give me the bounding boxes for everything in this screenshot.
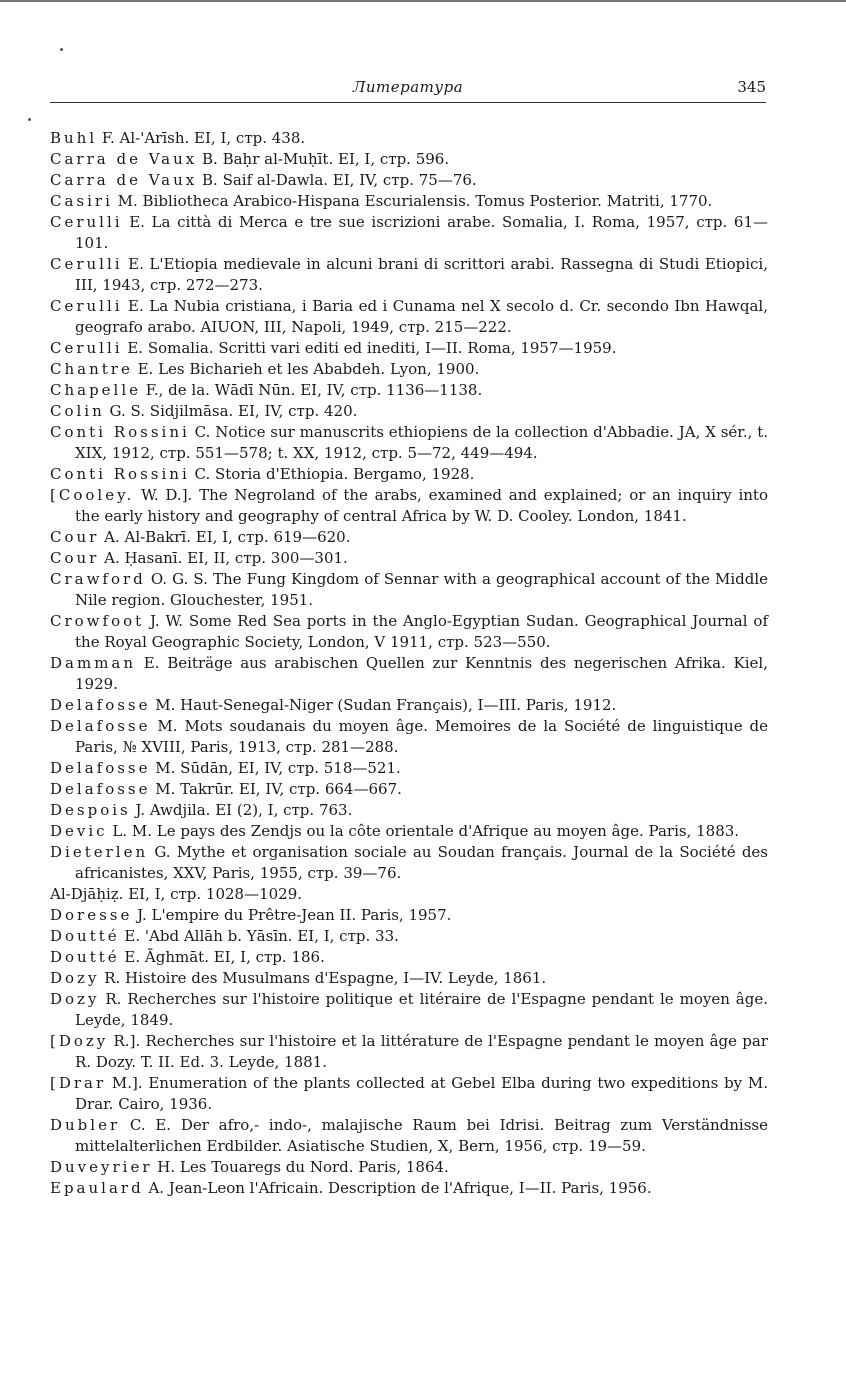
bibliography-entry — [50, 422, 768, 464]
scan-speck — [60, 48, 63, 51]
bibliography-entry — [50, 947, 768, 968]
entry-author: Dozy — [50, 990, 100, 1008]
entry-author: Dieterlen — [50, 843, 149, 861]
bibliography-entry — [50, 359, 768, 380]
entry-citation: M.]. Enumeration of the plants collected at Gebel Elba during two expeditions by M. Drar. Cairo, 1936. — [75, 1074, 768, 1113]
entry-author: [Drar — [50, 1074, 107, 1092]
entry-citation: F. Al-'Arīsh. EI, I, стр. 438. — [97, 129, 306, 147]
entry-author: Despois — [50, 801, 131, 819]
entry-citation: E. L'Etiopia medievale in alcuni brani di scrittori arabi. Rassegna di Studi Etiopici, III, 1943, стр. 272—273. — [75, 255, 768, 294]
entry-author: Cour — [50, 549, 100, 567]
entry-citation: H. Les Touaregs du Nord. Paris, 1864. — [152, 1158, 449, 1176]
bibliography-entry — [50, 1031, 768, 1073]
bibliography-entry — [50, 296, 768, 338]
entry-citation: G. S. Sidjilmāsa. EI, IV, стр. 420. — [104, 402, 358, 420]
entry-author: Devic — [50, 822, 108, 840]
entry-author: Delafosse — [50, 696, 151, 714]
bibliography-entry — [50, 569, 768, 611]
bibliography-entry — [50, 464, 768, 485]
bibliography-entry — [50, 926, 768, 947]
bibliography-entry — [50, 254, 768, 296]
bibliography-entry — [50, 485, 768, 527]
entry-citation: B. Baḥr al-Muḥīt. EI, I, стр. 596. — [197, 150, 450, 168]
entry-author: Conti Rossini — [50, 465, 190, 483]
entry-author: Cerulli — [50, 297, 123, 315]
entry-citation: E. Āghmāt. EI, I, стр. 186. — [119, 948, 325, 966]
bibliography-entry — [50, 191, 768, 212]
bibliography-entry — [50, 758, 768, 779]
entry-author: Duveyrier — [50, 1158, 153, 1176]
entry-author: Damman — [50, 654, 137, 672]
entry-author: Delafosse — [50, 717, 151, 735]
bibliography-entry — [50, 905, 768, 926]
entry-citation: E. La Nubia cristiana, i Baria ed i Cunama nel X secolo d. Cr. secondo Ibn Hawqal, geografo arabo. AIUON, III, Napoli, 1949, стр. 215—222. — [75, 297, 768, 336]
entry-citation: A. Ḥasanī. EI, II, стр. 300—301. — [99, 549, 348, 567]
entry-citation: G. Mythe et organisation sociale au Soudan français. Journal de la Société des africanistes, XXV, Paris, 1955, стр. 39—76. — [75, 843, 768, 882]
bibliography-entry — [50, 149, 768, 170]
entry-author: [Dozy — [50, 1032, 109, 1050]
bibliography-entry — [50, 842, 768, 884]
bibliography-entry — [50, 1178, 768, 1199]
entry-citation: M. Mots soudanais du moyen âge. Memoires de la Société de linguistique de Paris, № XVIII, Paris, 1913, стр. 281—288. — [75, 717, 768, 756]
entry-author: Crawford — [50, 570, 146, 588]
entry-author: Doutté — [50, 927, 120, 945]
entry-citation: A. Al-Bakrī. EI, I, стр. 619—620. — [99, 528, 351, 546]
entry-author: Chapelle — [50, 381, 142, 399]
entry-author: Carra de Vaux — [50, 171, 198, 189]
entry-citation: M. Takrūr. EI, IV, стр. 664—667. — [150, 780, 402, 798]
entry-citation: M. Sūdān, EI, IV, стр. 518—521. — [150, 759, 401, 777]
entry-author: Cerulli — [50, 213, 123, 231]
entry-citation: C. E. Der afro,- indo-, malajische Raum bei Idrisi. Beitrag zum Verständnisse mittelalterlichen Erdbilder. Asiatische Studien, X, Bern, 1956, стр. 19—59. — [75, 1116, 768, 1155]
entry-author: Delafosse — [50, 759, 151, 777]
bibliography-entry — [50, 968, 768, 989]
entry-citation: R.]. Recherches sur l'histoire et la littérature de l'Espagne pendant le moyen âge par R. Dozy. T. II. Ed. 3. Leyde, 1881. — [75, 1032, 768, 1071]
page-edge-line — [0, 0, 846, 2]
bibliography-entry — [50, 170, 768, 191]
bibliography-entry — [50, 1073, 768, 1115]
entry-citation: A. Jean-Leon l'Africain. Description de l'Afrique, I—II. Paris, 1956. — [143, 1179, 652, 1197]
bibliography-entry — [50, 800, 768, 821]
bibliography-entry — [50, 338, 768, 359]
bibliography-entry — [50, 653, 768, 695]
running-header — [50, 78, 766, 103]
scan-speck — [28, 118, 31, 121]
entry-author: Buhl — [50, 129, 98, 147]
entry-citation: J. L'empire du Prêtre-Jean II. Paris, 1957. — [132, 906, 452, 924]
entry-citation: E. Les Bicharieh et les Ababdeh. Lyon, 1900. — [132, 360, 480, 378]
bibliography-entry — [50, 128, 768, 149]
entry-author: Cerulli — [50, 255, 123, 273]
bibliography-entry — [50, 1115, 768, 1157]
bibliography-entry — [50, 212, 768, 254]
bibliography-entry — [50, 527, 768, 548]
entry-author: Casiri — [50, 192, 113, 210]
entry-citation: E. La città di Merca e tre sue iscrizioni arabe. Somalia, I. Roma, 1957, стр. 61—101. — [75, 213, 768, 252]
entry-citation: J. W. Some Red Sea ports in the Anglo-Egyptian Sudan. Geographical Journal of the Royal Geographic Society, London, V 1911, стр. 523—550. — [75, 612, 768, 651]
bibliography-entry — [50, 1157, 768, 1178]
entry-author: Doutté — [50, 948, 120, 966]
entry-citation: C. Storia d'Ethiopia. Bergamo, 1928. — [189, 465, 475, 483]
entry-author: Chantre — [50, 360, 133, 378]
running-title: Литература — [352, 78, 464, 96]
entry-citation: M. Haut-Senegal-Niger (Sudan Français), I—III. Paris, 1912. — [150, 696, 617, 714]
bibliography-list — [50, 128, 768, 1199]
entry-author: Dubler — [50, 1116, 121, 1134]
entry-citation: L. M. Le pays des Zendjs ou la côte orientale d'Afrique au moyen âge. Paris, 1883. — [107, 822, 740, 840]
entry-citation: B. Saif al-Dawla. EI, IV, стр. 75—76. — [197, 171, 477, 189]
bibliography-entry — [50, 884, 768, 905]
bibliography-entry — [50, 779, 768, 800]
entry-citation: F., de la. Wādī Nūn. EI, IV, стр. 1136—1138. — [141, 381, 483, 399]
page-number: 345 — [737, 78, 766, 96]
entry-citation: R. Histoire des Musulmans d'Espagne, I—IV. Leyde, 1861. — [99, 969, 547, 987]
entry-author: Carra de Vaux — [50, 150, 198, 168]
entry-author: Delafosse — [50, 780, 151, 798]
bibliography-entry — [50, 821, 768, 842]
bibliography-entry — [50, 548, 768, 569]
entry-citation: M. Bibliotheca Arabico-Hispana Escurialensis. Tomus Posterior. Matriti, 1770. — [112, 192, 713, 210]
entry-citation: Al-Djāḥiẓ. EI, I, стр. 1028—1029. — [50, 885, 303, 903]
entry-citation: C. Notice sur manuscrits ethiopiens de la collection d'Abbadie. JA, X sér., t. XIX, 1912, стр. 551—578; t. XX, 1912, стр. 5—72, 449—494. — [75, 423, 768, 462]
entry-author: [Cooley. — [50, 486, 135, 504]
entry-author: Colin — [50, 402, 105, 420]
entry-citation: R. Recherches sur l'histoire politique et litéraire de l'Espagne pendant le moyen âge. Leyde, 1849. — [75, 990, 768, 1029]
bibliography-entry — [50, 380, 768, 401]
entry-author: Doresse — [50, 906, 133, 924]
entry-citation: W. D.]. The Negroland of the arabs, examined and explained; or an inquiry into the early history and geography of central Africa by W. D. Cooley. London, 1841. — [75, 486, 768, 525]
entry-citation: E. Somalia. Scritti vari editi ed inediti, I—II. Roma, 1957—1959. — [122, 339, 617, 357]
entry-author: Dozy — [50, 969, 100, 987]
entry-author: Crowfoot — [50, 612, 145, 630]
entry-citation: E. Beiträge aus arabischen Quellen zur Kenntnis des negerischen Afrika. Kiel, 1929. — [75, 654, 768, 693]
entry-author: Cour — [50, 528, 100, 546]
bibliography-entry — [50, 401, 768, 422]
bibliography-entry — [50, 695, 768, 716]
bibliography-entry — [50, 989, 768, 1031]
entry-author: Conti Rossini — [50, 423, 190, 441]
entry-citation: E. 'Abd Allāh b. Yāsīn. EI, I, стр. 33. — [119, 927, 399, 945]
entry-citation: J. Awdjila. EI (2), I, стр. 763. — [130, 801, 353, 819]
bibliography-entry — [50, 611, 768, 653]
entry-author: Cerulli — [50, 339, 123, 357]
bibliography-entry — [50, 716, 768, 758]
entry-author: Epaulard — [50, 1179, 144, 1197]
entry-citation: O. G. S. The Fung Kingdom of Sennar with a geographical account of the Middle Nile region. Glouchester, 1951. — [75, 570, 768, 609]
